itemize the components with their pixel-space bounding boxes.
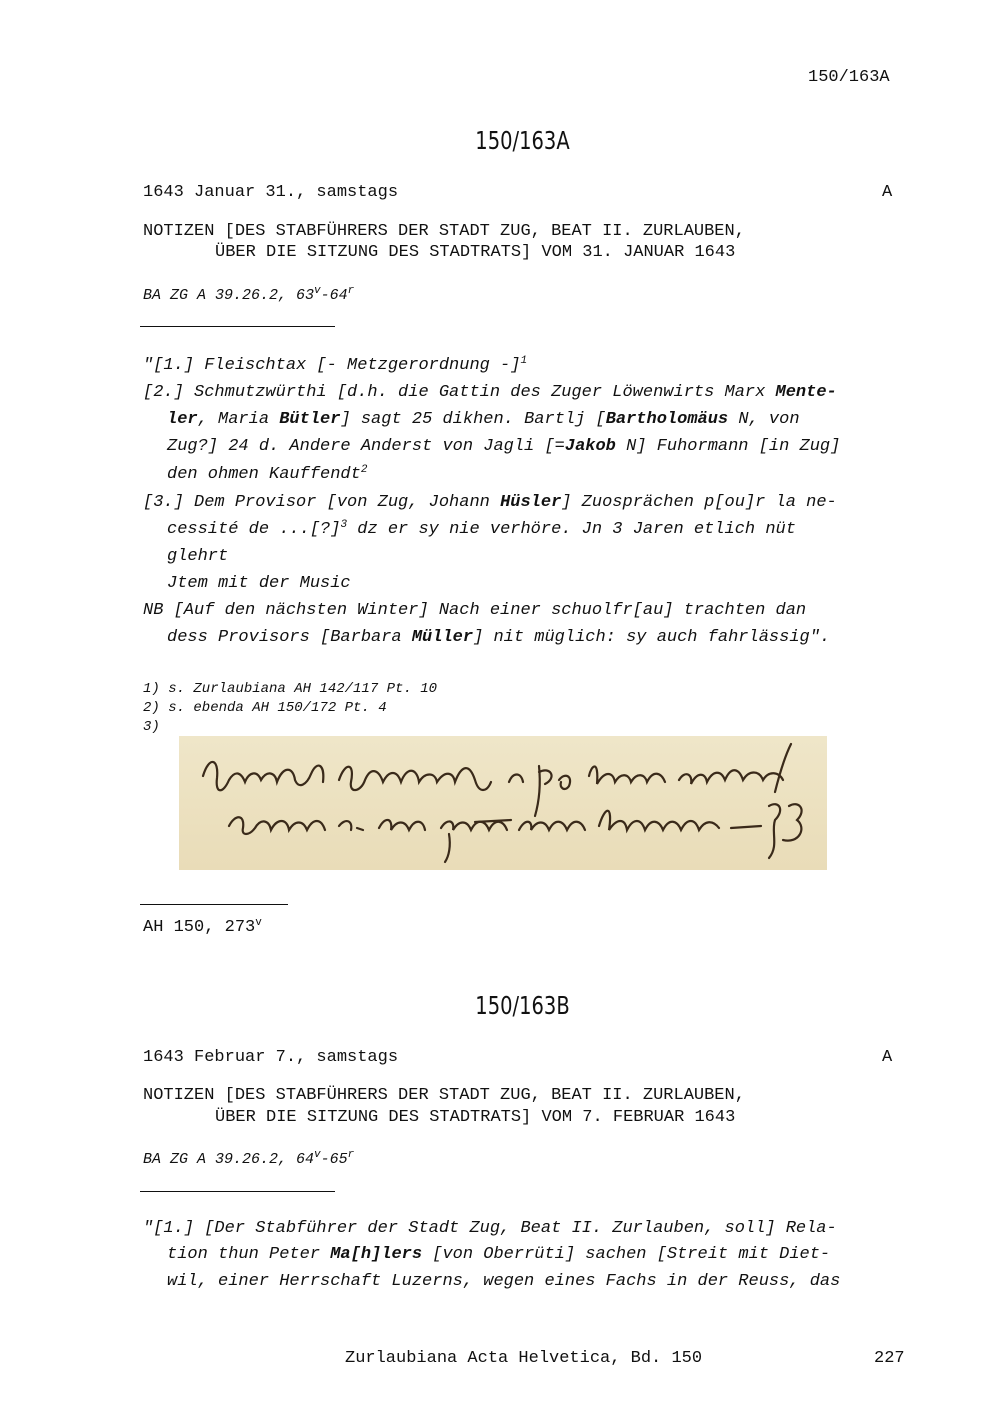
entry-a-title-line2: ÜBER DIE SITZUNG DES STADTRATS] VOM 31. JANUAR 1643: [215, 243, 736, 262]
text-line: Jtem mit der Music: [167, 574, 351, 593]
manuscript-image: [179, 736, 827, 870]
text-line: Zug?] 24 d. Andere Anderst von Jagli [=Jakob N] Fuhormann [in Zug]: [167, 437, 841, 456]
text-line: ler, Maria Bütler] sagt 25 dikhen. Bartlj [Bartholomäus N, von: [167, 410, 800, 429]
entry-a-title-line1: NOTIZEN [DES STABFÜHRERS DER STADT ZUG, BEAT II. ZURLAUBEN,: [143, 222, 745, 241]
entry-a-source: BA ZG A 39.26.2, 63$^v$-64$^r$: [143, 285, 355, 304]
footnote-3: 3): [143, 719, 160, 735]
text-line: NB [Auf den nächsten Winter] Nach einer schuolfr[au] trachten dan: [143, 601, 807, 620]
text-line: [2.] Schmutzwürthi [d.h. die Gattin des Zuger Löwenwirts Marx Mente-: [143, 383, 837, 402]
text-line: [3.] Dem Provisor [von Zug, Johann Hüsler] Zuosprächen p[ou]r la ne-: [143, 493, 837, 512]
entry-a-code: A: [882, 183, 893, 202]
separator-rule: [140, 326, 335, 327]
text-line: wil, einer Herrschaft Luzerns, wegen eines Fachs in der Reuss, das: [167, 1272, 841, 1291]
text-line: tion thun Peter Ma[h]lers [von Oberrüti] sachen [Streit mit Diet-: [167, 1245, 831, 1264]
handwriting-strokes: [179, 736, 827, 870]
entry-b-date: 1643 Februar 7., samstags: [143, 1048, 399, 1067]
entry-b-title-line1: NOTIZEN [DES STABFÜHRERS DER STADT ZUG, BEAT II. ZURLAUBEN,: [143, 1086, 745, 1105]
text-line: dess Provisors [Barbara Müller] nit müglich: sy auch fahrlässig".: [167, 628, 831, 647]
separator-rule: [140, 1191, 335, 1192]
entry-b-title-line2: ÜBER DIE SITZUNG DES STADTRATS] VOM 7. FEBRUAR 1643: [215, 1108, 736, 1127]
text-line: "[1.] [Der Stabführer der Stadt Zug, Beat II. Zurlauben, soll] Rela-: [143, 1219, 837, 1238]
footer-title: Zurlaubiana Acta Helvetica, Bd. 150: [345, 1349, 703, 1368]
entry-a-heading: 150/163A: [475, 126, 570, 155]
entry-b-heading: 150/163B: [475, 991, 570, 1020]
entry-b-source: BA ZG A 39.26.2, 64$^v$-65$^r$: [143, 1149, 355, 1168]
text-line: "[1.] Fleischtax [- Metzgerordnung -]$^1$: [143, 355, 528, 375]
separator-rule: [140, 904, 288, 905]
running-header: 150/163A: [808, 68, 890, 87]
footnote-2: 2) s. ebenda AH 150/172 Pt. 4: [143, 700, 387, 716]
entry-b-code: A: [882, 1048, 893, 1067]
text-line: den ohmen Kauffendt$^2$: [167, 464, 368, 484]
footnote-1: 1) s. Zurlaubiana AH 142/117 Pt. 10: [143, 681, 438, 697]
entry-a-date: 1643 Januar 31., samstags: [143, 183, 399, 202]
text-line: glehrt: [167, 547, 229, 566]
entry-a-reference: AH 150, 273$^v$: [143, 917, 262, 937]
page-number: 227: [874, 1349, 905, 1368]
text-line: cessité de ...[?]$^3$ dz er sy nie verhöre. Jn 3 Jaren etlich nüt: [167, 519, 796, 539]
